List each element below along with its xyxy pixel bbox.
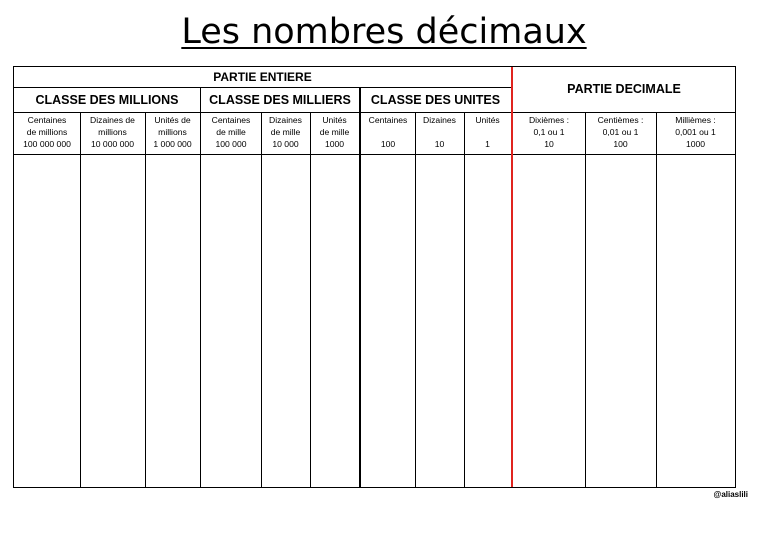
col-value: 100 000 000 <box>23 139 71 149</box>
col-label: 0,001 ou 1 <box>675 127 716 137</box>
col-label: Dixièmes : <box>528 115 570 125</box>
col-label: Unités de <box>154 115 191 125</box>
col-dixiemes <box>513 114 585 150</box>
col-label: de millions <box>26 127 68 137</box>
col-value: 1000 <box>685 139 706 149</box>
col-label: Centaines <box>27 115 67 125</box>
col-value: 100 <box>613 139 628 149</box>
page-title-text: Les nombres décimaux <box>181 12 587 52</box>
col-label: Dizaines de <box>90 115 135 125</box>
col-value: 100 <box>380 139 396 149</box>
col-label: Centaines <box>368 115 408 125</box>
col-label: de mille <box>270 127 301 137</box>
col-value: 100 000 <box>215 139 247 149</box>
col-dizaines-mille <box>261 114 310 150</box>
col-milliemes <box>656 114 735 150</box>
col-label: millions <box>158 127 187 137</box>
col-unites <box>464 114 511 150</box>
col-label: de mille <box>216 127 246 137</box>
decimal-separator-line <box>511 67 513 487</box>
col-centaines-mille <box>201 114 261 150</box>
col-value: 1 000 000 <box>153 139 192 149</box>
col-value: 10 <box>544 139 554 149</box>
partie-entiere-header: PARTIE ENTIERE <box>213 70 312 84</box>
page-title <box>0 10 768 54</box>
col-value: 10 000 000 <box>90 139 134 149</box>
col-dizaines <box>415 114 464 150</box>
col-label: Centièmes : <box>597 115 644 125</box>
col-label: 0,1 ou 1 <box>533 127 565 137</box>
col-value: 1 <box>485 139 490 149</box>
classe-millions-header: CLASSE DES MILLIONS <box>35 93 179 107</box>
col-centaines-millions <box>14 114 80 150</box>
col-value: 10 000 <box>272 139 299 149</box>
col-label: Dizaines <box>423 115 456 125</box>
col-label: 0,01 ou 1 <box>602 127 639 137</box>
col-label: Millièmes : <box>675 115 716 125</box>
classe-milliers-header: CLASSE DES MILLIERS <box>209 93 351 107</box>
col-value: 10 <box>434 139 445 149</box>
classe-unites-header: CLASSE DES UNITES <box>370 93 501 107</box>
col-label: de mille <box>319 127 350 137</box>
credit-text: @aliaslili <box>713 490 748 499</box>
col-label: Centaines <box>211 115 251 125</box>
col-label <box>415 126 464 138</box>
place-value-table <box>13 66 736 488</box>
col-label: millions <box>98 127 127 137</box>
col-unites-mille <box>310 114 359 150</box>
col-label: Dizaines <box>269 115 302 125</box>
col-label <box>361 126 415 138</box>
partie-decimale-header: PARTIE DECIMALE <box>567 82 681 96</box>
col-centiemes <box>585 114 656 150</box>
col-value: 1000 <box>324 139 345 149</box>
col-unites-millions <box>145 114 200 150</box>
col-label: Unités <box>322 115 347 125</box>
col-label: Unités <box>475 115 500 125</box>
col-centaines <box>361 114 415 150</box>
col-label <box>464 126 511 138</box>
col-dizaines-millions <box>80 114 145 150</box>
